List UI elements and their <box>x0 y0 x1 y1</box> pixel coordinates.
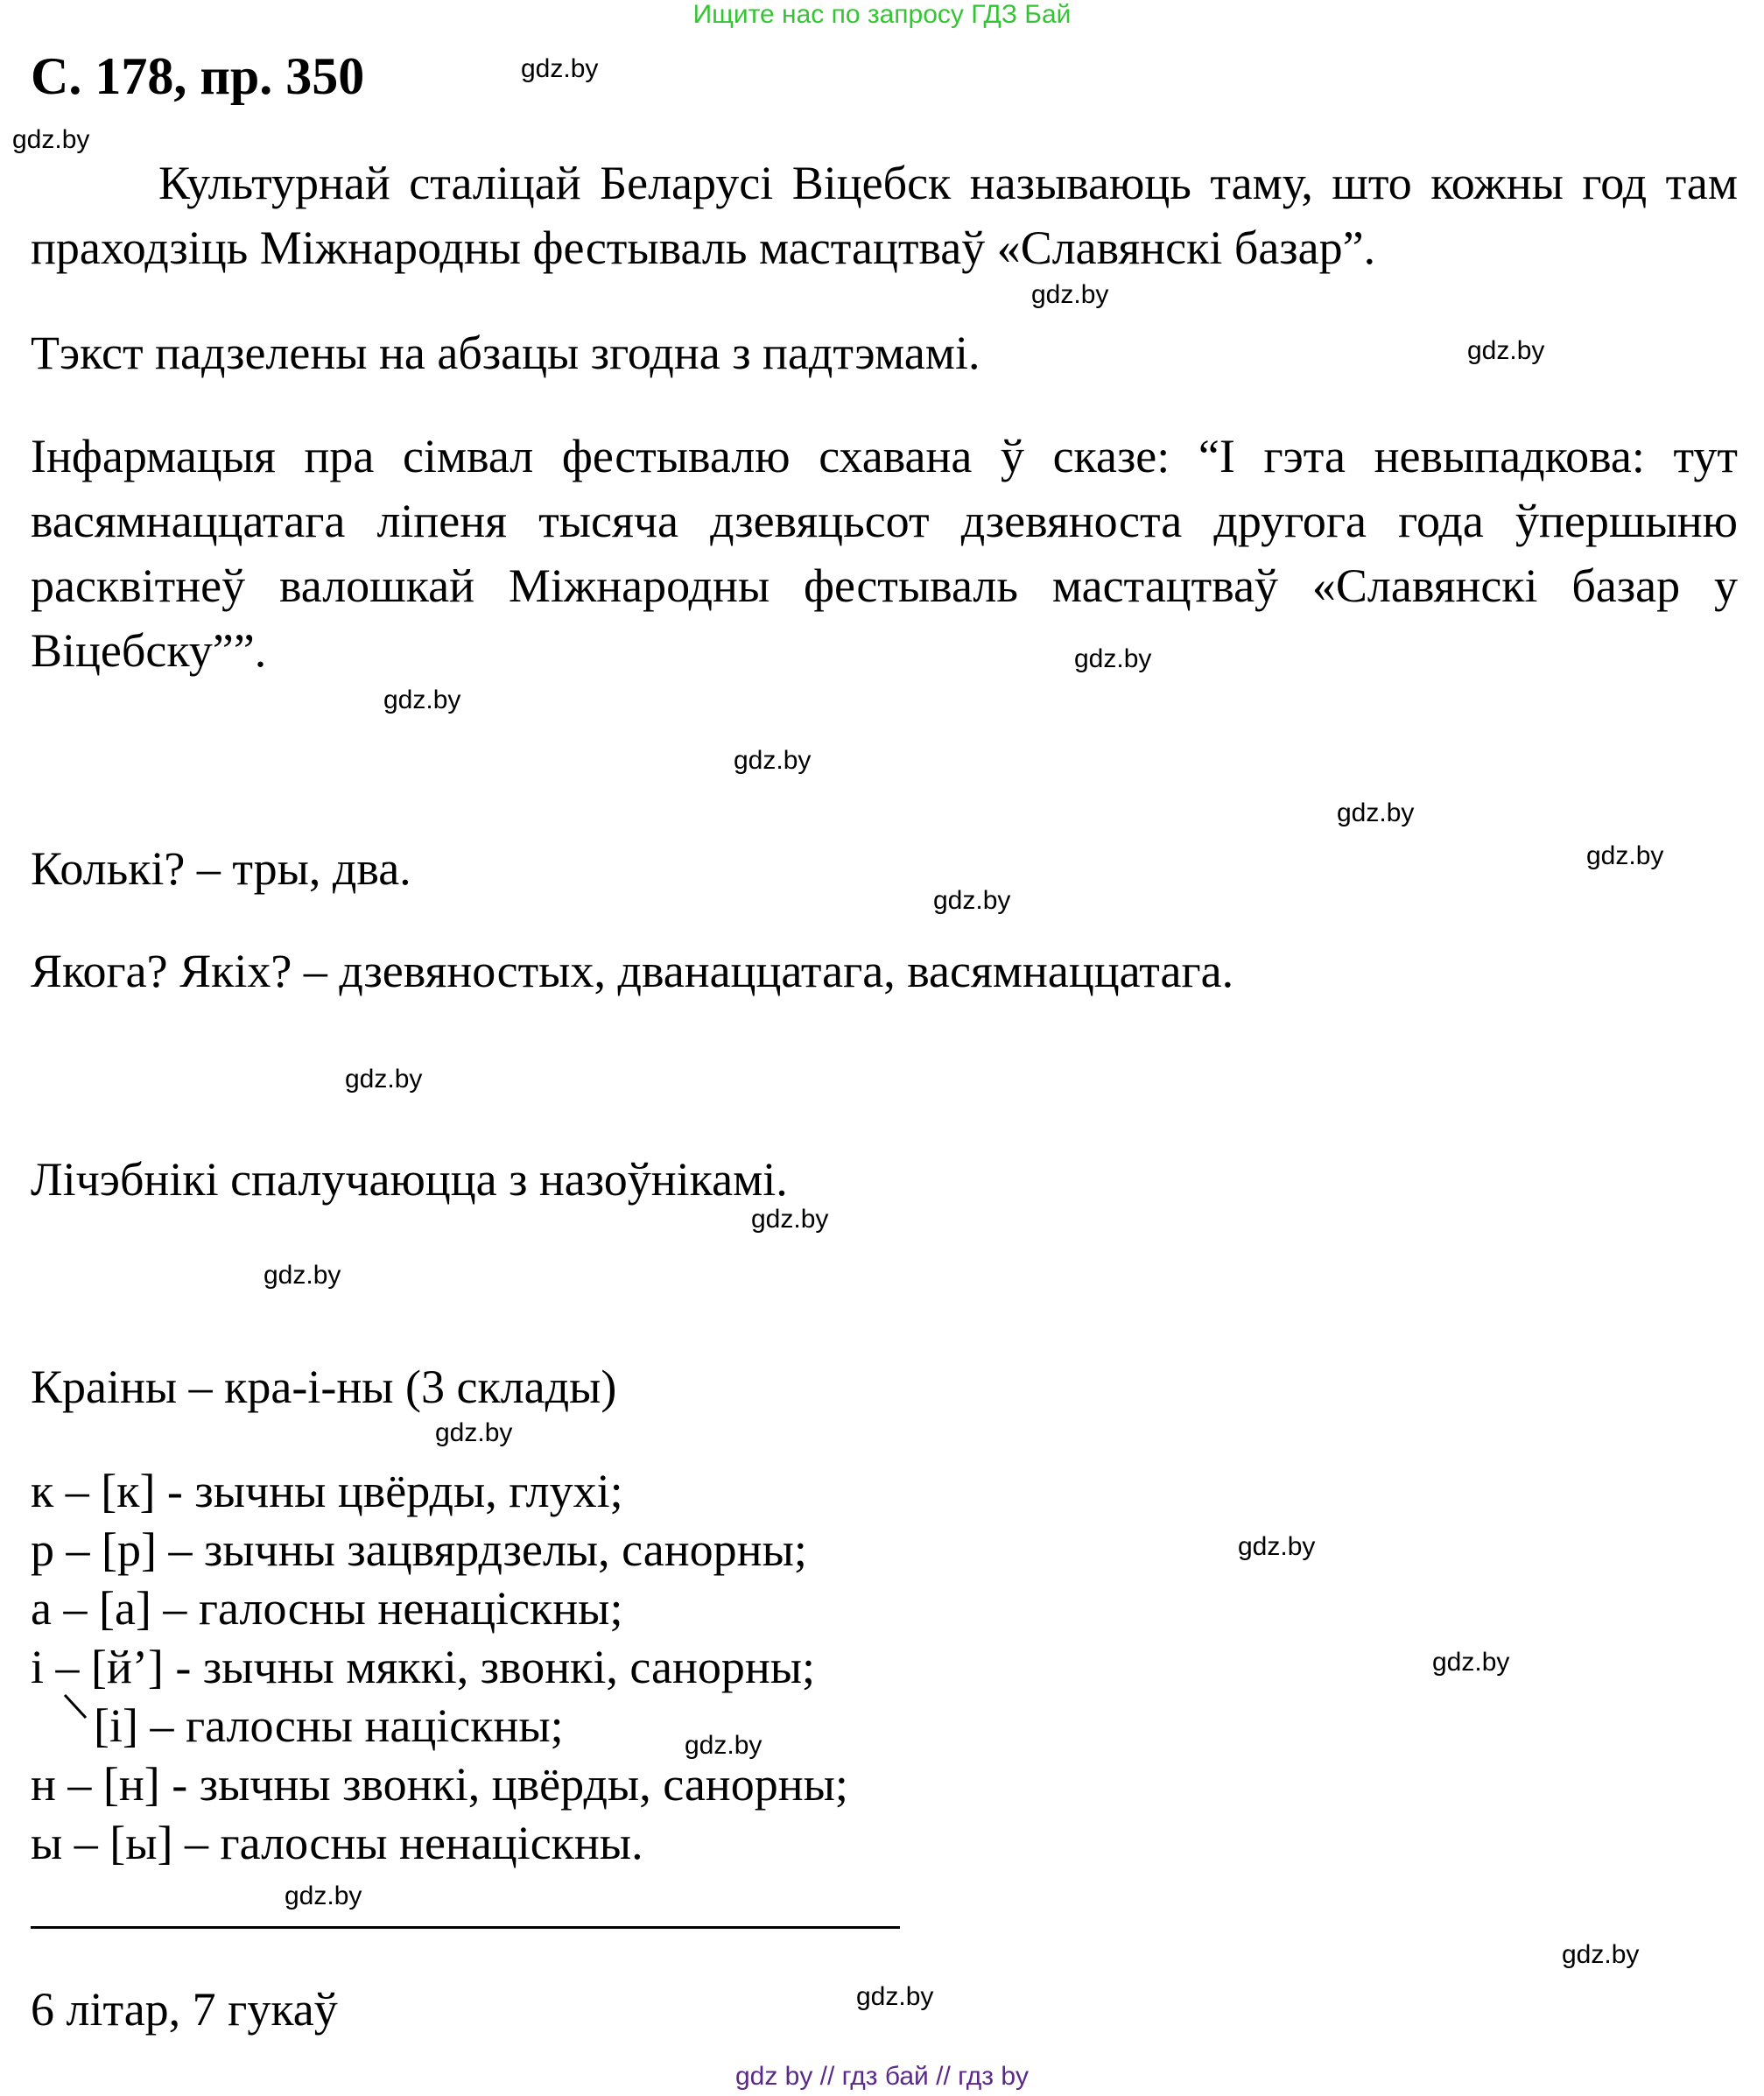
branch-mark <box>61 1693 91 1720</box>
watermark: gdz.by <box>12 125 90 154</box>
paragraph-how-many: Колькі? – тры, два. <box>31 842 411 895</box>
watermark: gdz.by <box>1467 336 1545 365</box>
paragraph-combination: Лічэбнікі спалучаюцца з назоўнікамі. <box>31 1153 788 1206</box>
phonetic-line: і – [й’] - зычны мяккі, звонкі, санорны; <box>31 1641 816 1693</box>
summary-count: 6 літар, 7 гукаў <box>31 1983 338 2036</box>
watermark: gdz.by <box>734 746 812 775</box>
top-banner: Ищите нас по запросу ГДЗ Бай <box>692 0 1072 29</box>
watermark: gdz.by <box>1238 1532 1316 1561</box>
phonetic-line: [і] – галосны націскны; <box>94 1699 564 1752</box>
paragraph-structure: Тэкст падзелены на абзацы згодна з падтэмамі. <box>31 327 980 379</box>
watermark: gdz.by <box>521 54 599 83</box>
phonetic-line: к – [к] - зычны цвёрды, глухі; <box>31 1465 623 1517</box>
watermark: gdz.by <box>856 1982 934 2011</box>
watermark: gdz.by <box>435 1418 513 1447</box>
watermark: gdz.by <box>1031 280 1109 309</box>
watermark: gdz.by <box>1337 798 1415 827</box>
paragraph-symbol: Інфармацыя пра сімвал фестывалю схавана ў сказе: “І гэта невыпадкова: тут васямнаццатага ліпеня тысяча дзевяцьсот дзевяноста другога года ўпершыню расквітнеў валошкай Міжнародны фестываль мастацтваў «Славянскі базар у Віцебску””. <box>31 430 1738 677</box>
footer-links: gdz by // гдз бай // гдз by <box>734 2062 1030 2091</box>
watermark: gdz.by <box>285 1881 362 1910</box>
watermark: gdz.by <box>751 1205 829 1234</box>
phonetic-line: а – [а] – галосны ненаціскны; <box>31 1582 623 1635</box>
phonetic-line: р – [р] – зычны зацвярдзелы, санорны; <box>31 1523 807 1576</box>
phonetic-line: ы – [ы] – галосны ненаціскны. <box>31 1817 643 1869</box>
watermark: gdz.by <box>1074 644 1152 673</box>
watermark: gdz.by <box>1432 1648 1510 1677</box>
watermark: gdz.by <box>345 1065 423 1094</box>
watermark: gdz.by <box>1562 1940 1640 1969</box>
watermark: gdz.by <box>685 1731 763 1760</box>
separator-line <box>31 1926 900 1929</box>
watermark: gdz.by <box>1586 841 1664 870</box>
paragraph-capital: Культурнай сталіцай Беларусі Віцебск называюць таму, што кожны год там праходзіць Міжнародны фестываль мастацтваў «Славянскі базар”. <box>31 157 1738 274</box>
paragraph-which: Якога? Якіх? – дзевяностых, дванаццатага, васямнаццатага. <box>31 945 1234 997</box>
page-heading: С. 178, пр. 350 <box>31 47 365 105</box>
phonetic-line: н – [н] - зычны звонкі, цвёрды, санорны; <box>31 1758 848 1811</box>
watermark: gdz.by <box>933 886 1011 915</box>
paragraph-syllables: Краіны – кра-і-ны (3 склады) <box>31 1361 617 1413</box>
watermark: gdz.by <box>264 1261 341 1290</box>
watermark: gdz.by <box>383 686 461 714</box>
